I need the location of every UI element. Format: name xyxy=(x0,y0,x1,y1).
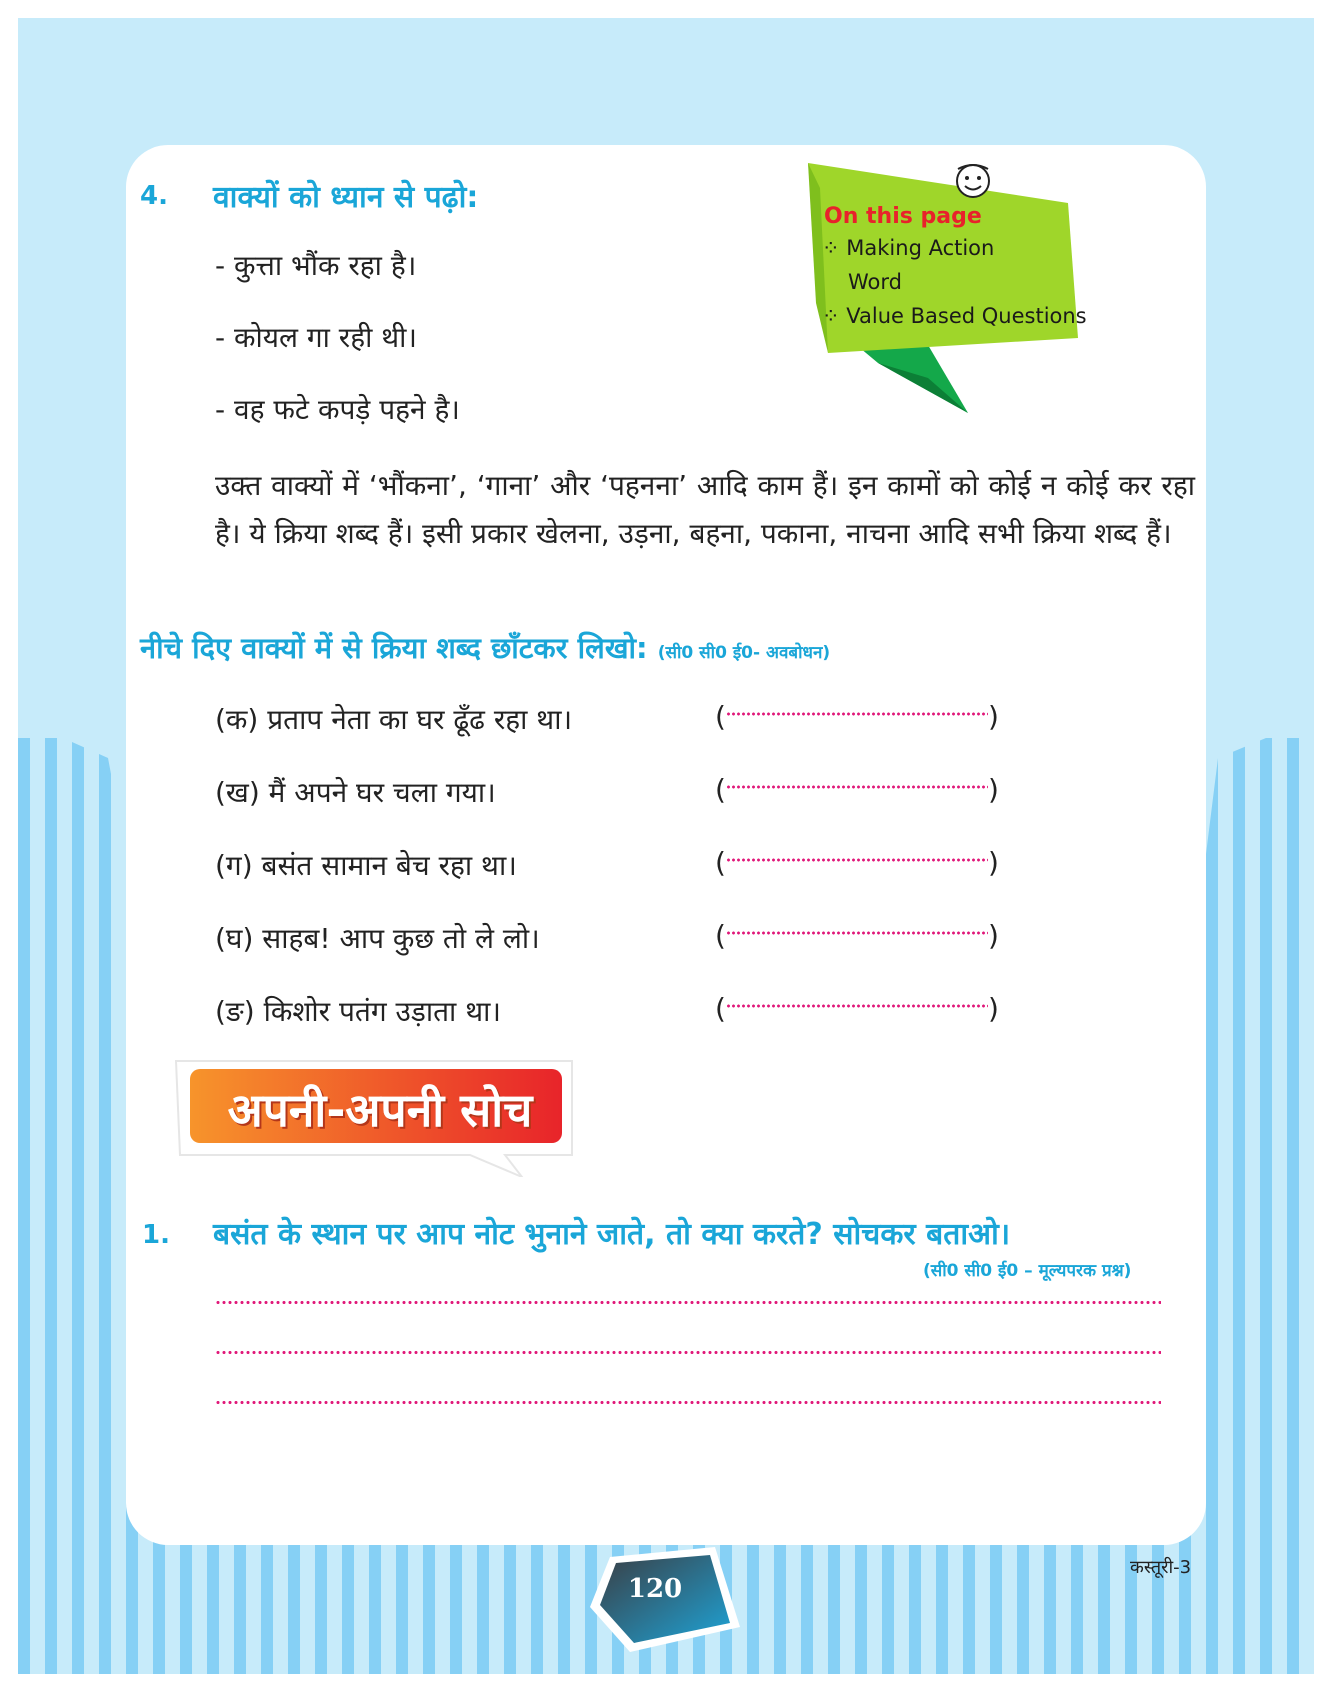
value-question-tag: (सी0 सी0 ई0 – मूल्यपरक प्रश्न) xyxy=(923,1261,1132,1281)
exercise-item: (घ) साहब! आप कुछ तो ले लो। xyxy=(215,922,540,955)
apni-soch-title: अपनी-अपनी सोच xyxy=(227,1083,533,1137)
exercise-item: (ख) मैं अपने घर चला गया। xyxy=(215,776,496,809)
section-heading: वाक्यों को ध्यान से पढ़ो: xyxy=(213,180,479,215)
answer-blank[interactable]: ( ) xyxy=(715,846,999,879)
value-question: बसंत के स्थान पर आप नोट भुनाने जाते, तो क्या करते? सोचकर बताओ। xyxy=(213,1217,1011,1252)
ribbon-item: ⁘ Making Action xyxy=(822,236,995,260)
question-number: 1. xyxy=(142,1220,170,1250)
answer-line[interactable] xyxy=(215,1400,1161,1405)
ribbon-item: Word xyxy=(848,270,902,294)
question-number: 4. xyxy=(140,181,168,211)
answer-line[interactable] xyxy=(215,1300,1161,1305)
explanation-paragraph: उक्त वाक्यों में ‘भौंकना’, ‘गाना’ और ‘पहनना’ आदि काम हैं। इन कामों को कोई न कोई कर रहा है। ये क्रिया शब्द हैं। इसी प्रकार खेलना, उड़ना, बहना, पकाना, नाचना आदि सभी क्रिया शब्द हैं। xyxy=(215,469,1195,550)
ribbon-item: ⁘ Value Based Questions xyxy=(822,304,1087,328)
example-sentence: - वह फटे कपड़े पहने है। xyxy=(215,393,460,426)
answer-blank[interactable]: ( ) xyxy=(715,919,999,952)
answer-line[interactable] xyxy=(215,1350,1161,1355)
example-sentence: - कुत्ता भौंक रहा है। xyxy=(215,249,417,282)
exercise-item: (ङ) किशोर पतंग उड़ाता था। xyxy=(215,995,501,1028)
exercise-heading xyxy=(140,628,830,667)
exercise-tag: (सी0 सी0 ई0- अवबोधन) xyxy=(657,643,831,663)
exercise-heading-text: नीचे दिए वाक्यों में से क्रिया शब्द छाँटकर लिखो: xyxy=(140,631,648,665)
answer-blank[interactable]: ( ) xyxy=(715,992,999,1025)
exercise-item: (क) प्रताप नेता का घर ढूँढ रहा था। xyxy=(215,703,573,736)
page-number: 120 xyxy=(627,1574,683,1604)
book-name: कस्तूरी-3 xyxy=(1130,1557,1192,1578)
answer-blank[interactable]: ( ) xyxy=(715,773,999,806)
answer-blank[interactable]: ( ) xyxy=(715,700,999,733)
example-sentence: - कोयल गा रही थी। xyxy=(215,321,418,354)
exercise-item: (ग) बसंत सामान बेच रहा था। xyxy=(215,849,517,882)
ribbon-title: On this page xyxy=(824,204,982,229)
